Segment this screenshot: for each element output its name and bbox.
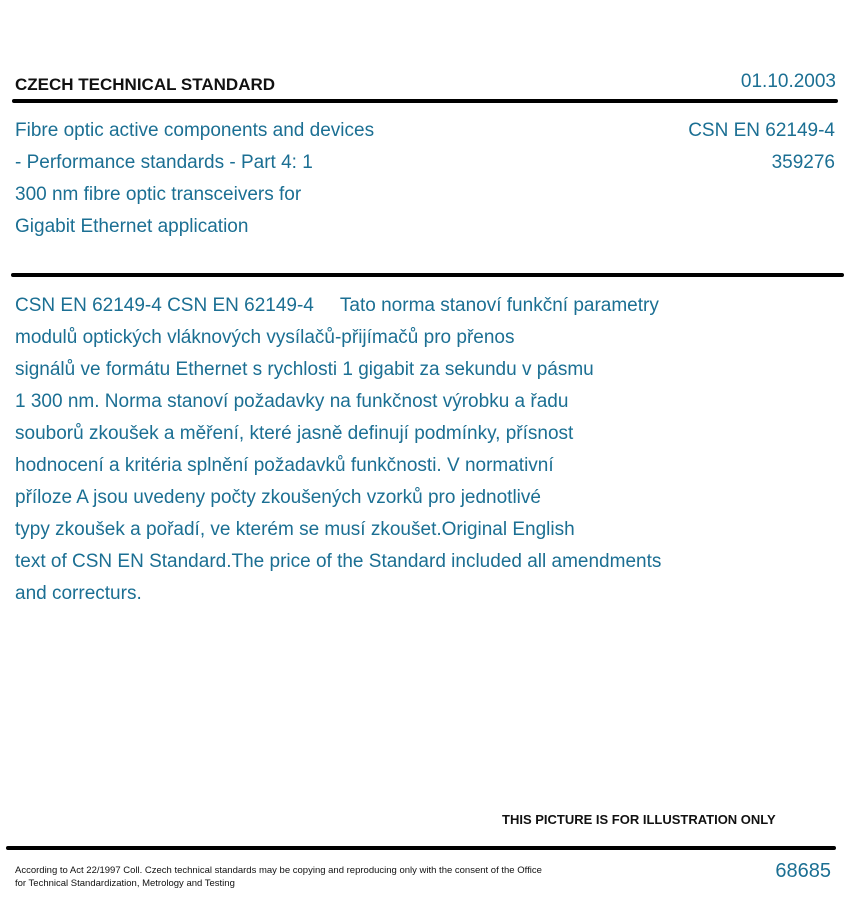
abstract-line: signálů ve formátu Ethernet s rychlosti 1 gigabit za sekundu v pásmu [15,359,594,380]
abstract-line: souborů zkoušek a měření, které jasně definují podmínky, přísnost [15,423,574,444]
abstract-line: 1 300 nm. Norma stanoví požadavky na funkčnost výrobku a řadu [15,391,569,412]
abstract-line: CSN EN 62149-4 CSN EN 62149-4 Tato norma stanoví funkční parametry [15,295,659,316]
footer-divider [6,846,836,850]
header-divider [12,99,838,103]
legal-line: for Technical Standardization, Metrology and Testing [15,878,235,889]
title-line: Gigabit Ethernet application [15,216,249,237]
abstract-line: hodnocení a kritéria splnění požadavků funkčnosti. V normativní [15,455,554,476]
abstract-line: and correcturs. [15,583,142,604]
standard-identifiers [688,115,835,179]
legal-notice [15,864,542,890]
title-line: - Performance standards - Part 4: 1 [15,152,313,173]
footer-number: 68685 [775,860,831,882]
title-divider [11,273,844,277]
standard-type-heading: CZECH TECHNICAL STANDARD [15,75,276,94]
abstract-line: text of CSN EN Standard.The price of the Standard included all amendments [15,551,662,572]
publication-date: 01.10.2003 [740,71,836,92]
illustration-notice: THIS PICTURE IS FOR ILLUSTRATION ONLY [502,812,776,827]
abstract-text [15,290,775,610]
title-line: Fibre optic active components and devices [15,120,375,141]
abstract-line: příloze A jsou uvedeny počty zkoušených vzorků pro jednotlivé [15,487,541,508]
abstract-line: typy zkoušek a pořadí, ve kterém se musí zkoušet.Original English [15,519,575,540]
catalog-number: 359276 [771,152,835,173]
abstract-line: modulů optických vláknových vysílačů-přijímačů pro přenos [15,327,515,348]
title-line: 300 nm fibre optic transceivers for [15,184,302,205]
document-title [15,115,374,243]
standard-code: CSN EN 62149-4 [688,120,835,141]
legal-line: According to Act 22/1997 Coll. Czech technical standards may be copying and reproducing only with the consent of the Office [15,865,542,876]
